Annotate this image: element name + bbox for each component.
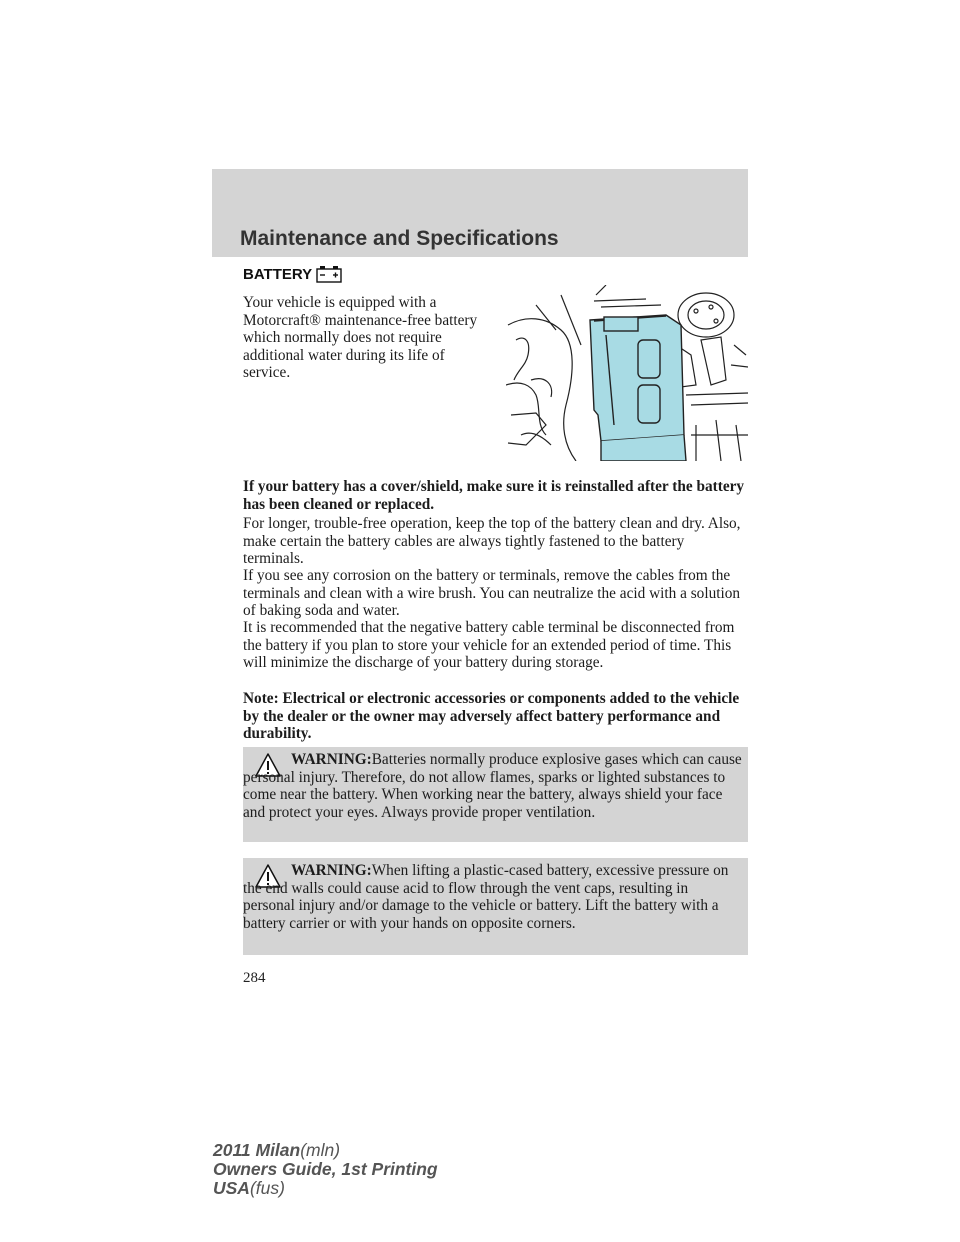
storage-paragraph: It is recommended that the negative battery cable terminal be disconnected from the battery if you plan to store your vehicle for an extended period of time. This will minimize the discharge of your battery during storage.: [243, 619, 735, 671]
section-header-title: Maintenance and Specifications: [240, 227, 559, 250]
cover-shield-note: If your battery has a cover/shield, make sure it is reinstalled after the battery has been cleaned or replaced.: [243, 478, 745, 513]
warning-text: [243, 862, 743, 932]
document-footer: [213, 1141, 438, 1198]
footer-guide: Owners Guide, 1st Printing: [213, 1159, 438, 1179]
battery-engine-compartment-illustration: [506, 285, 748, 461]
footer-model-code: (mln): [300, 1140, 341, 1160]
warning-text: [243, 751, 743, 821]
warning-body: When lifting a plastic-cased battery, excessive pressure on the end walls could cause acid to flow through the vent caps, resulting in personal injury and/or damage to the vehicle or battery. Lift the battery with a battery carrier or with your hands on opposite corners.: [243, 862, 729, 932]
warning-body: Batteries normally produce explosive gases which can cause personal injury. Therefore, do not allow flames, sparks or lighted substances to come near the battery. When working near the battery, always shield your face and protect your eyes. Always provide proper ventilation.: [243, 751, 742, 821]
battery-symbol-icon: [316, 265, 342, 283]
page-number: 284: [243, 970, 266, 986]
footer-market-code: (fus): [249, 1178, 285, 1198]
intro-paragraph: Your vehicle is equipped with a Motorcraft® maintenance-free battery which normally does not require additional water during its life of service.: [243, 294, 478, 381]
corrosion-paragraph: If you see any corrosion on the battery or terminals, remove the cables from the terminals and clean with a wire brush. You can neutralize the acid with a solution of baking soda and water.: [243, 567, 741, 619]
battery-heading-text: BATTERY: [243, 265, 313, 283]
section-header-band: [212, 169, 748, 257]
warning-label: WARNING:: [291, 862, 372, 879]
battery-care-paragraph: For longer, trouble-free operation, keep the top of the battery clean and dry. Also, make certain the battery cables are always tightly fastened to the battery terminals.: [243, 515, 741, 567]
footer-model: 2011 Milan: [213, 1140, 301, 1160]
battery-heading: [243, 265, 342, 283]
warning-box-explosive-gases: [243, 747, 748, 842]
footer-market: USA: [213, 1178, 250, 1198]
warning-box-lifting-battery: [243, 858, 748, 955]
accessories-note: Note: Electrical or electronic accessories or components added to the vehicle by the dealer or the owner may adversely affect battery performance and durability.: [243, 690, 740, 742]
warning-label: WARNING:: [291, 751, 372, 768]
